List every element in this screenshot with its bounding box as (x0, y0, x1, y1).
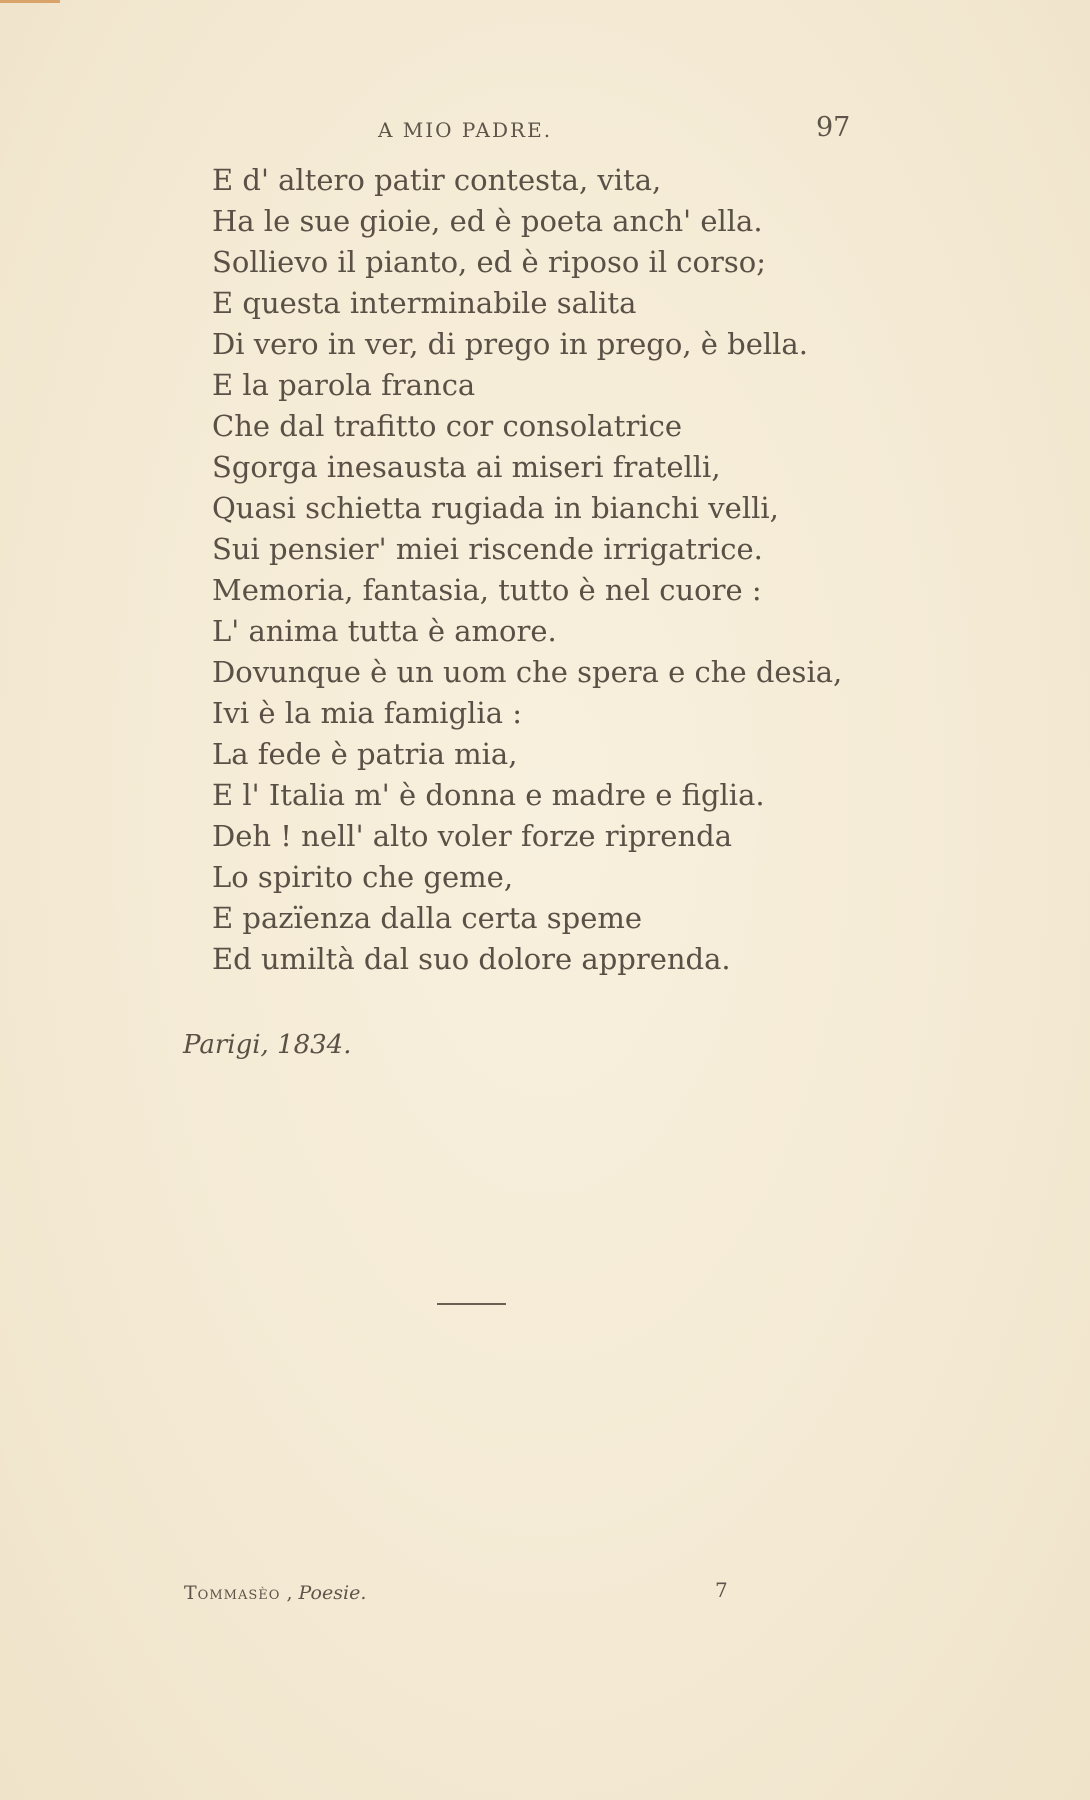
section-rule (437, 1303, 506, 1305)
running-title: A MIO PADRE. (378, 118, 553, 142)
poem-line: Quasi schietta rugiada in bianchi velli, (212, 491, 779, 525)
poem-line: Ivi è la mia famiglia : (212, 696, 522, 730)
poem-line: Lo spirito che geme, (212, 860, 514, 894)
poem-text (212, 160, 912, 980)
poem-line: E pazïenza dalla certa speme (212, 901, 643, 935)
footer-author-line (184, 1582, 366, 1604)
poem-line: E questa interminabile salita (212, 286, 637, 320)
poem-line: Ha le sue gioie, ed è poeta anch' ella. (212, 204, 763, 238)
signature-mark: 7 (715, 1578, 728, 1602)
poem-line: E d' altero patir contesta, vita, (212, 163, 662, 197)
poem-line: L' anima tutta è amore. (212, 614, 557, 648)
poem-line: Che dal trafitto cor consolatrice (212, 409, 682, 443)
poem-line: Memoria, fantasia, tutto è nel cuore : (212, 573, 762, 607)
page-number: 97 (816, 112, 851, 143)
poem-line: Dovunque è un uom che spera e che desia, (212, 655, 843, 689)
poem-line: Ed umiltà dal suo dolore apprenda. (212, 942, 731, 976)
poem-line: E l' Italia m' è donna e madre e figlia. (212, 778, 765, 812)
page-edge (0, 0, 60, 3)
poem-line: Sollievo il pianto, ed è riposo il corso; (212, 245, 766, 279)
footer-author: Tommasèo (184, 1582, 281, 1604)
footer-work-title: Poesie. (298, 1582, 367, 1604)
poem-line: E la parola franca (212, 368, 476, 402)
footer-separator: , (286, 1582, 293, 1604)
poem-line: La fede è patria mia, (212, 737, 518, 771)
poem-line: Deh ! nell' alto voler forze riprenda (212, 819, 732, 853)
poem-line: Di vero in ver, di prego in prego, è bella. (212, 327, 808, 361)
poem-line: Sui pensier' miei riscende irrigatrice. (212, 532, 763, 566)
place-date: Parigi, 1834. (183, 1030, 352, 1060)
poem-line: Sgorga inesausta ai miseri fratelli, (212, 450, 721, 484)
